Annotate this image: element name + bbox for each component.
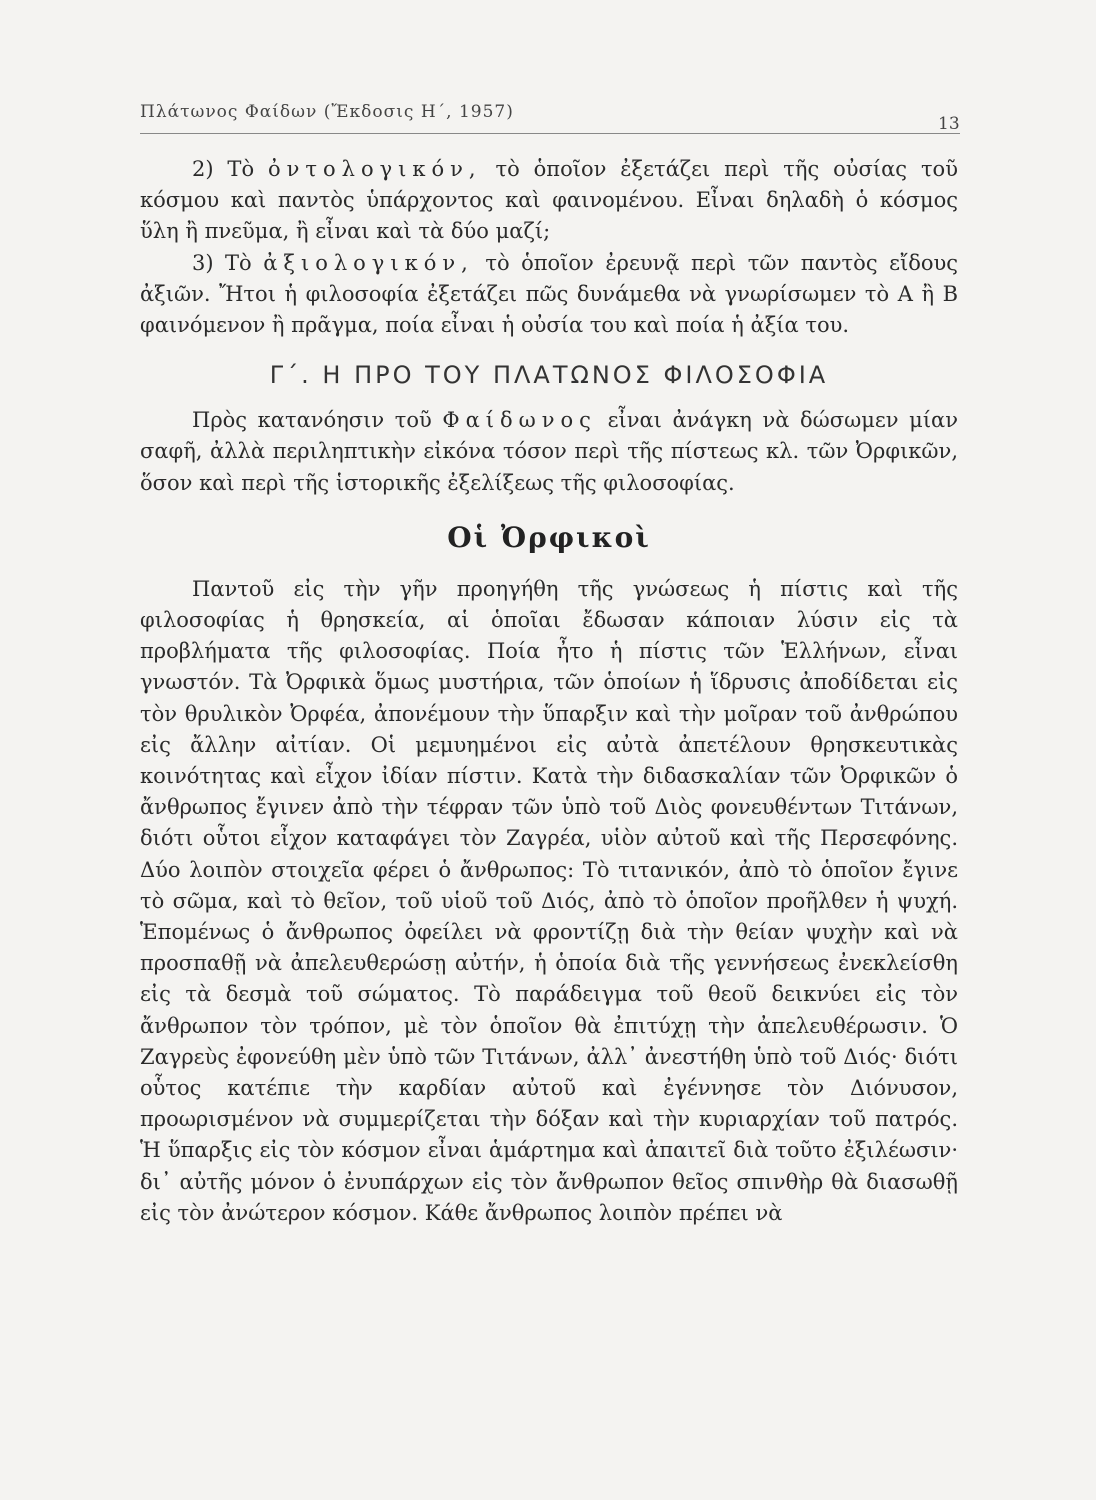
header-rule xyxy=(140,133,960,134)
term-axiological: ἀξιολογικόν, xyxy=(263,250,474,275)
paragraph-ontological xyxy=(140,154,958,248)
section-heading-orphics: Οἱ Ὀρφικοὶ xyxy=(447,520,651,554)
intro-lead: Πρὸς κατανόησιν τοῦ xyxy=(192,408,432,433)
item2-lead: 2) Τὸ xyxy=(192,157,255,181)
paragraph-orphics: Παντοῦ εἰς τὴν γῆν προηγήθη τῆς γνώσεως ἡ πίστις καὶ τῆς φιλοσοφίας ἡ θρησκεία, αἱ ὁποῖαι ἔδωσαν κάποιαν λύσιν εἰς τὰ προβλήματα τῆς φιλοσοφίας. Ποία ἦτο ἡ πίστις τῶν Ἑλλήνων, εἶναι γνωστόν. Τὰ Ὀρφικὰ ὅμως μυστήρια, τῶν ὁποίων ἡ ἵδρυσις ἀποδίδεται εἰς τὸν θρυλικὸν Ὀρφέα, ἀπονέμουν τὴν ὕπαρξιν καὶ τὴν μοῖραν τοῦ ἀνθρώπου εἰς ἄλλην αἰτίαν. Οἱ μεμυημένοι εἰς αὐτὰ ἀπετέλουν θρησκευτικὰς κοινότητας καὶ εἶχον ἰδίαν πίστιν. Κατὰ τὴν διδασκαλίαν τῶν Ὀρφικῶν ὁ ἄνθρωπος ἔγινεν ἀπὸ τὴν τέφραν τῶν ὑπὸ τοῦ Διὸς φονευθέντων Τιτάνων, διότι οὗτοι εἶχον καταφάγει τὸν Ζαγρέα, υἱὸν αὐτοῦ καὶ τῆς Περσεφόνης. Δύο λοιπὸν στοιχεῖα φέρει ὁ ἄνθρωπος: Τὸ τιτανικόν, ἀπὸ τὸ ὁποῖον ἔγινε τὸ σῶμα, καὶ τὸ θεῖον, τοῦ υἱοῦ τοῦ Διός, ἀπὸ τὸ ὁποῖον προῆλθεν ἡ ψυχή. Ἑπομένως ὁ ἄνθρωπος ὀφείλει νὰ φροντίζῃ διὰ τὴν θείαν ψυχὴν καὶ νὰ προσπαθῇ νὰ ἀπελευθερώσῃ αὐτήν, ἡ ὁποία διὰ τῆς γεννήσεως ἐνεκλείσθη εἰς τὰ δεσμὰ τοῦ σώματος. Τὸ παράδειγμα τοῦ θεοῦ δεικνύει εἰς τὸν ἄνθρωπον τὸν τρόπον, μὲ τὸν ὁποῖον θὰ ἐπιτύχῃ τὴν ἀπελευθέρωσιν. Ὁ Ζαγρεὺς ἐφονεύθη μὲν ὑπὸ τῶν Τιτάνων, ἀλλ᾽ ἀνεστήθη ὑπὸ τοῦ Διός· διότι οὗτος κατέπιε τὴν καρδίαν αὐτοῦ καὶ ἐγέννησε τὸν Διόνυσον, προωρισμένον νὰ συμμερίζεται τὴν δόξαν καὶ τὴν κυριαρχίαν τοῦ πατρός. Ἡ ὕπαρξις εἰς τὸν κόσμον εἶναι ἁμάρτημα καὶ ἀπαιτεῖ διὰ τοῦτο ἐξιλέωσιν· δι᾽ αὐτῆς μόνον ὁ ἐνυπάρχων εἰς τὸν ἄνθρωπον θεῖος σπινθὴρ θὰ διασωθῇ εἰς τὸν ἀνώτερον κόσμον. Κάθε ἄνθρωπος λοιπὸν πρέπει νὰ xyxy=(140,576,958,1225)
section-heading-pre-platonic: Γ΄. Η ΠΡΟ ΤΟΥ ΠΛΑΤΩΝΟΣ ΦΙΛΟΣΟΦΙΑ xyxy=(269,361,829,390)
paragraph-axiological xyxy=(140,248,958,342)
running-title: Πλάτωνος Φαίδων (Ἔκδοσις Η΄, 1957) xyxy=(140,102,514,122)
item2-text: τὸ ὁποῖον ἐξετάζει περὶ τῆς οὐσίας τοῦ κόσμου καὶ παντὸς ὑπάρχοντος καὶ φαινομένου. Εἶναι δηλαδὴ ὁ κόσμος ὕλη ἢ πνεῦμα, ἢ εἶναι καὶ τὰ δύο μαζί; xyxy=(140,157,958,244)
intro-text: εἶναι ἀνάγκη νὰ δώσωμεν μίαν σαφῆ, ἀλλὰ περιληπτικὴν εἰκόνα τόσον περὶ τῆς πίστεως κλ. τῶν Ὀρφικῶν, ὅσον καὶ περὶ τῆς ἱστορικῆς ἐξελίξεως τῆς φιλοσοφίας. xyxy=(140,408,958,495)
item3-text: τὸ ὁποῖον ἐρευνᾷ περὶ τῶν παντὸς εἴδους ἀξιῶν. Ἤτοι ἡ φιλοσοφία ἐξετάζει πῶς δυνάμεθα νὰ γνωρίσωμεν τὸ Α ἢ Β φαινόμενον ἢ πρᾶγμα, ποία εἶναι ἡ οὐσία του καὶ ποία ἡ ἀξία του. xyxy=(140,250,959,338)
term-ontological: ὀντολογικόν, xyxy=(267,157,482,181)
term-phaedo: Φαίδωνος xyxy=(442,408,597,433)
item3-lead: 3) Τὸ xyxy=(192,250,252,275)
paragraph-intro xyxy=(140,405,958,499)
page-number: 13 xyxy=(938,114,960,134)
text-body xyxy=(140,154,958,1229)
